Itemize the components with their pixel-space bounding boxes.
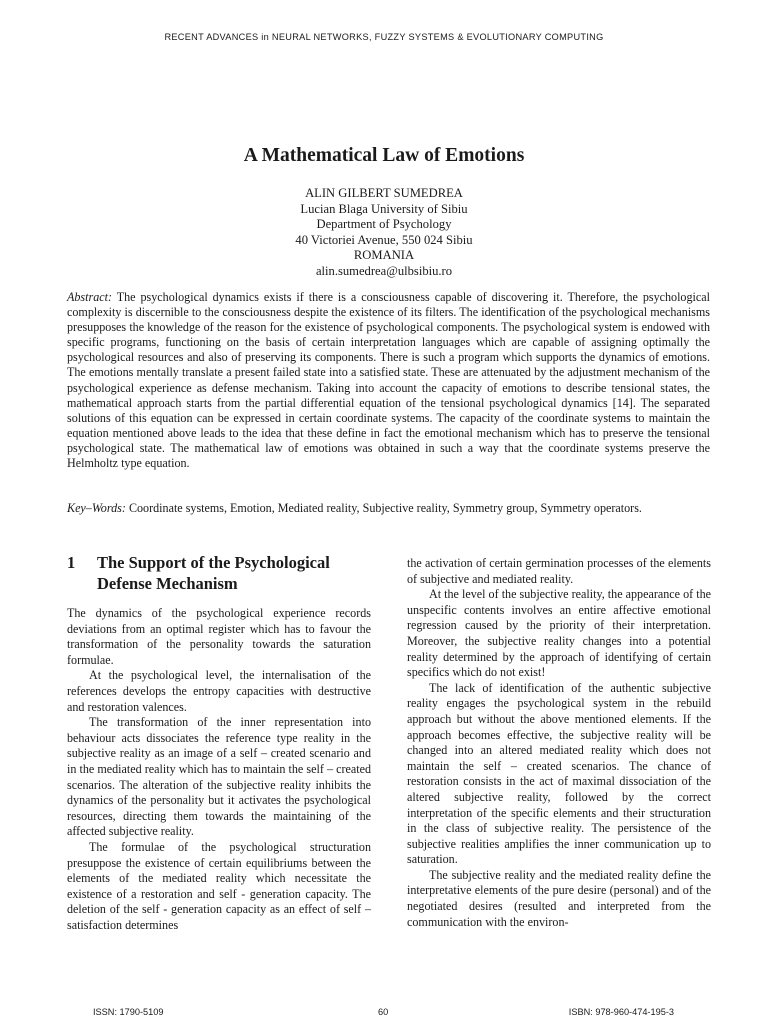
author-name: ALIN GILBERT SUMEDREA	[305, 186, 463, 200]
paragraph: The formulae of the psychological structuration presuppose the existence of certain equilibriums between the elements of the mediated reality which necessitate the existence of a restoration and self - generation capacity. The deletion of the self - generation capacity as an effect of self – satisfaction determines	[67, 839, 371, 932]
author-department: Department of Psychology	[316, 217, 452, 232]
footer-isbn: ISBN: 978-960-474-195-3	[568, 1007, 674, 1017]
paragraph: At the level of the subjective reality, the appearance of the unspecific contents involves an entire affective emotional regression caused by the priority of their interpretation. Moreover, the subjective reality changes into a potential reality determined by the approach of identifying of certain specifics which do not exist!	[407, 587, 711, 680]
paragraph: The transformation of the inner representation into behaviour acts dissociates the reference type reality in the subjective reality as an image of a self – created scenario and in the mediated reality which has to maintain the self – created scenarios. The alteration of the subjective reality inhibits the dynamics of the personality but it activates the psychological resources, directing them towards the maintaining of the affected subjective reality.	[67, 715, 371, 839]
section-number: 1	[67, 553, 76, 572]
paper-title: A Mathematical Law of Emotions	[243, 145, 525, 166]
section-title	[97, 552, 371, 594]
author-address: 40 Victoriei Avenue, 550 024 Sibiu	[295, 232, 473, 247]
abstract-text: The psychological dynamics exists if there is a consciousness capable of discovering it. Therefore, the psychological complexity is discernible to the consciousness despite the existence of its filters. The identification of the psychological mechanisms presupposes the knowledge of the reason for the existence of psychological components. The psychological system is endowed with specific programs, functioning on the basis of certain interpretation languages which are capable of assigning optimally the psychological resources and also of preserving its components. There is such a program which supports the dynamics of emotions. The emotions mentally translate a present failed state into a satisfied state. These are attenuated by the adjustment mechanism of the psychological experience as defense mechanism. Taking into account the capacity of emotions to describe tensional states, the mathematical approach starts from the partial differential equation of the tensional psychological dynamics [14]. The separated solutions of this equation can be expressed in certain coordinate systems. The capacity of the coordinate systems to maintain the equation mentioned above leads to the idea that these define in fact the emotional mechanism which has to preserve the tensional psychological state. The mathematical law of emotions was obtained in such a way that the coordinate systems preserve the Helmholtz type equation.	[67, 290, 710, 471]
author-country: ROMANIA	[353, 248, 415, 263]
paragraph: The lack of identification of the authentic subjective reality engages the psychological system in the rebuild approach but without the above mentioned elements. If the approach becomes effective, the subjective reality will be changed into an altered mediated reality which does not maintain the self – created scenarios. The chance of restoration consists in the act of maximal dissociation of the altered subjective reality, followed by the correct interpretation of the specific elements and their structuration in the class of subjective reality. The persistence of the subjective realities amplifies the inner communication up to saturation.	[407, 680, 711, 867]
paragraph: The subjective reality and the mediated reality define the interpretative elements of the pure desire (personal) and of the negotiated desires (resulted and interpreted from the communication with the environ-	[407, 867, 711, 929]
running-head: RECENT ADVANCES in NEURAL NETWORKS, FUZZY SYSTEMS & EVOLUTIONARY COMPUTING	[164, 32, 604, 42]
keywords-text: Coordinate systems, Emotion, Mediated reality, Subjective reality, Symmetry group, Symmetry operators.	[128, 501, 642, 515]
footer-issn: ISSN: 1790-5109	[93, 1007, 164, 1017]
author-affiliation: Lucian Blaga University of Sibiu	[300, 201, 468, 216]
author-block	[0, 186, 768, 280]
left-column	[67, 552, 371, 933]
author-email: alin.sumedrea@ulbsibiu.ro	[315, 263, 453, 278]
section-title-line-2: Defense Mechanism	[97, 574, 238, 593]
abstract-label: Abstract:	[67, 290, 113, 304]
keywords	[67, 501, 710, 516]
right-column	[407, 556, 711, 930]
abstract	[67, 290, 710, 471]
paragraph: At the psychological level, the internalisation of the references develops the entropy capacities with destructive and restoration valences.	[67, 668, 371, 714]
paragraph: the activation of certain germination processes of the elements of subjective and mediated reality.	[407, 556, 711, 586]
section-heading	[67, 552, 371, 594]
section-title-line-1: The Support of the Psychological	[97, 553, 330, 572]
paragraph: The dynamics of the psychological experience records deviations from an optimal register which has to favour the transformation of the personality towards the saturation formulae.	[67, 606, 371, 667]
keywords-label: Key–Words:	[67, 501, 126, 515]
footer-page-number: 60	[378, 1007, 389, 1017]
